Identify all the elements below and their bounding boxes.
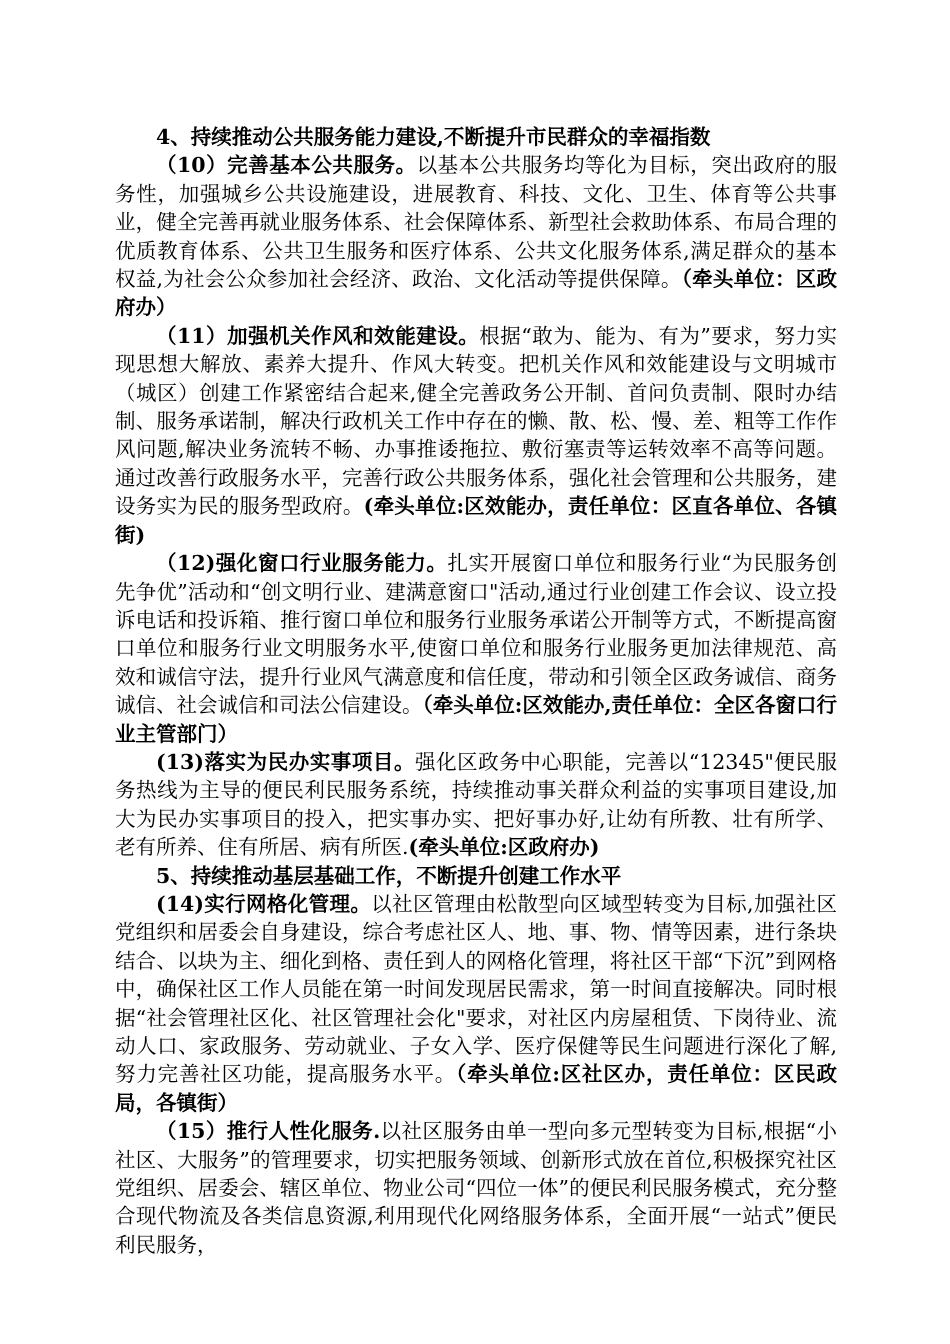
paragraph-15 [115,1117,837,1259]
section-heading-5 [115,862,837,890]
section-heading-4-text: 4、持续推动公共服务能力建设,不断提升市民群众的幸福指数 [156,125,711,149]
paragraph-10-body: 以基本公共服务均等化为目标，突出政府的服务性，加强城乡公共设施建设，进展教育、科技、文化、卫生、体育等公共事业，健全完善再就业服务体系、社会保障体系、新型社会救助体系、布局合理的优质教育体系、公共卫生服务和医疗体系、公共文化服务体系,满足群众的基本权益,为社会公众参加社会经济、政治、文化活动等提供保障。 [115,153,838,292]
paragraph-11-title: （11）加强机关作风和效能建设。 [156,323,480,348]
paragraph-10 [115,151,837,321]
paragraph-12-lead-unit: （牵头单位:区效能办,责任单位：全区各窗口行业主管部门） [115,693,838,746]
paragraph-13-lead-unit: (牵头单位:区政府办) [408,835,600,860]
paragraph-12 [115,549,837,748]
paragraph-13-title: (13)落实为民办实事项目。 [156,749,416,774]
paragraph-14 [115,890,837,1117]
paragraph-12-title: （12)强化窗口行业服务能力。 [156,551,448,576]
section-heading-5-text: 5、持续推动基层基础工作，不断提升创建工作水平 [156,863,622,888]
paragraph-11-lead-unit: (牵头单位:区效能办，责任单位：区直各单位、各镇街) [115,494,838,547]
paragraph-10-lead-unit: （牵头单位：区政府办） [115,267,838,320]
paragraph-15-body: 以社区服务由单一型向多元型转变为目标,根据“小社区、大服务”的管理要求，切实把服务领域、创新形式放在首位,积极探究社区党组织、居委会、辖区单位、物业公司“四位一体”的便民利民服务模式，充分整合现代物流及各类信息资源,利用现代化网络服务体系，全面开展“一站式”便民利民服务， [115,1119,837,1257]
paragraph-11 [115,322,837,549]
paragraph-14-lead-unit: （牵头单位:区社区办，责任单位：区民政局，各镇街） [115,1062,837,1115]
section-heading-4 [115,123,837,151]
paragraph-12-body: 扎实开展窗口单位和服务行业“为民服务创先争优”活动和“创文明行业、建满意窗口"活动,通过行业创建工作会议、设立投诉电话和投诉箱、推行窗口单位和服务行业服务承诺公开制等方式，不断提高窗口单位和服务行业文明服务水平,使窗口单位和服务行业服务更加法律规范、高效和诚信守法，提升行业风气满意度和信任度，带动和引领全区政务诚信、商务诚信、社会诚信和司法公信建设。 [115,551,837,718]
paragraph-13-body: 强化区政务中心职能，完善以“12345"便民服务热线为主导的便民利民服务系统，持续推动事关群众利益的实事项目建设,加大为民办实事项目的投入，把实事办实、把好事办好,让幼有所教、壮有所学、老有所养、住有所居、病有所医. [115,749,837,860]
document-page [115,123,837,1259]
paragraph-11-body: 根据“敢为、能为、有为”要求，努力实现思想大解放、素养大提升、作风大转变。把机关作风和效能建设与文明城市（城区）创建工作紧密结合起来,健全完善政务公开制、首问负责制、限时办结制、服务承诺制，解决行政机关工作中存在的懒、散、松、慢、差、粗等工作作风问题,解决业务流转不畅、办事推诿拖拉、敷衍塞责等运转效率不高等问题。通过改善行政服务水平，完善行政公共服务体系，强化社会管理和公共服务，建设务实为民的服务型政府。 [115,323,837,519]
paragraph-10-title: （10）完善基本公共服务。 [156,153,417,178]
paragraph-14-body: 以社区管理由松散型向区域型转变为目标,加强社区党组织和居委会自身建设，综合考虑社区人、地、事、物、情等因素，进行条块结合、以块为主、细化到格、责任到人的网格化管理，将社区干部“下沉”到网格中，确保社区工作人员能在第一时间发现居民需求，第一时间直接解决。同时根据“社会管理社区化、社区管理社会化"要求，对社区内房屋租赁、下岗待业、流动人口、家政服务、劳动就业、子女入学、医疗保健等民生问题进行深化了解,努力完善社区功能，提高服务水平。 [115,891,837,1087]
paragraph-13 [115,748,837,862]
paragraph-14-title: (14)实行网格化管理。 [156,891,372,916]
paragraph-15-title: （15）推行人性化服务. [156,1119,381,1144]
